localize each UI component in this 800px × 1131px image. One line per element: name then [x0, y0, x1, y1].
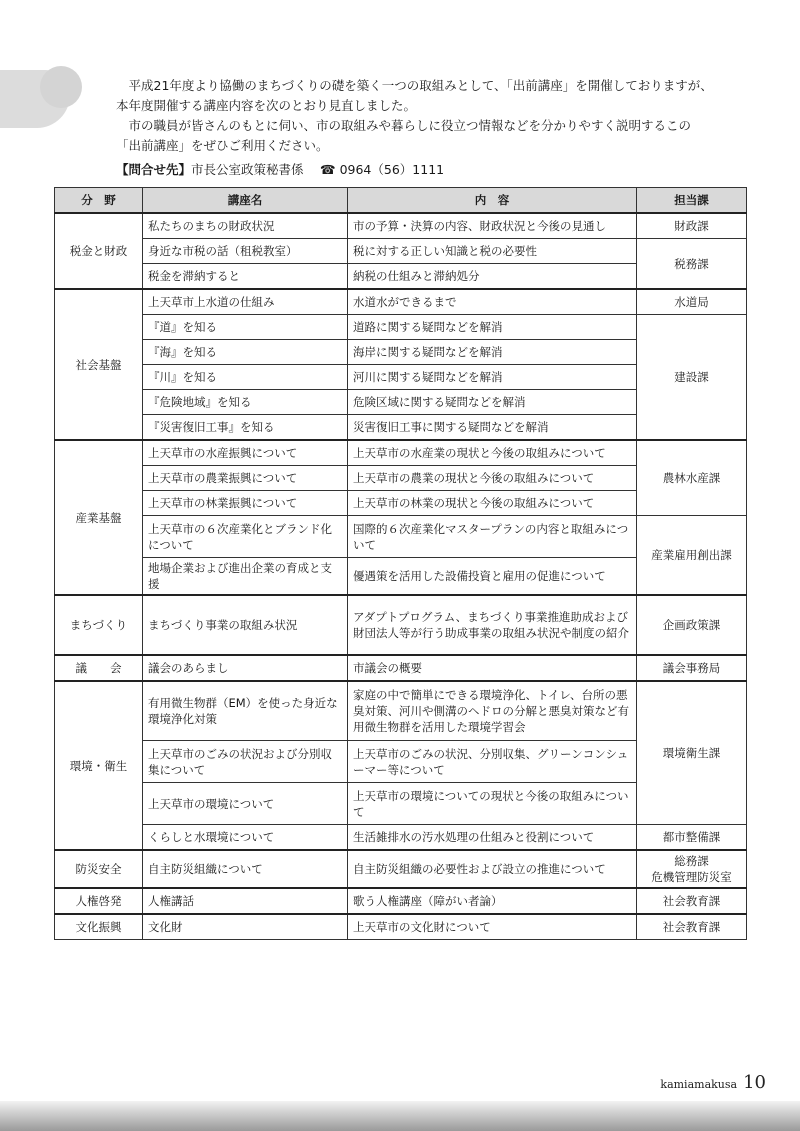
- table-row: [55, 681, 747, 741]
- cell-content: 災害復旧工事に関する疑問などを解消: [348, 415, 637, 441]
- cell-field: 人権啓発: [55, 888, 143, 914]
- cell-course: 上天草市の６次産業化とブランド化について: [143, 516, 348, 558]
- cell-course: 上天草市のごみの状況および分別収集について: [143, 741, 348, 783]
- cell-course: 文化財: [143, 914, 348, 940]
- cell-dept: 環境衛生課: [637, 681, 747, 825]
- table-header-row: [55, 188, 747, 214]
- contact-label: 【問合せ先】: [116, 162, 192, 177]
- cell-content: 上天草市の林業の現状と今後の取組みについて: [348, 491, 637, 516]
- cell-content: 歌う人権講座（障がい者論）: [348, 888, 637, 914]
- cell-course: 上天草市の水産振興について: [143, 440, 348, 466]
- cell-content: 上天草市の水産業の現状と今後の取組みについて: [348, 440, 637, 466]
- cell-field: 税金と財政: [55, 213, 143, 289]
- lecture-table: [54, 187, 747, 940]
- cell-course: 『川』を知る: [143, 365, 348, 390]
- table-row: [55, 315, 747, 340]
- cell-course: 『危険地域』を知る: [143, 390, 348, 415]
- cell-content: 河川に関する疑問などを解消: [348, 365, 637, 390]
- cell-content: 納税の仕組みと滞納処分: [348, 264, 637, 290]
- cell-content: 市の予算・決算の内容、財政状況と今後の見通し: [348, 213, 637, 239]
- cell-dept: 企画政策課: [637, 595, 747, 655]
- contact-phone: 0964（56）1111: [339, 162, 445, 177]
- table-row: [55, 440, 747, 466]
- cell-dept: 都市整備課: [637, 825, 747, 851]
- cell-content: 国際的６次産業化マスタープランの内容と取組みについて: [348, 516, 637, 558]
- cell-course: くらしと水環境について: [143, 825, 348, 851]
- cell-content: 上天草市の農業の現状と今後の取組みについて: [348, 466, 637, 491]
- cell-content: 生活雑排水の汚水処理の仕組みと役割について: [348, 825, 637, 851]
- phone-icon: ☎: [320, 162, 336, 177]
- cell-course: 『海』を知る: [143, 340, 348, 365]
- table-row: [55, 914, 747, 940]
- cell-content: 上天草市の文化財について: [348, 914, 637, 940]
- intro-paragraph-1: 平成21年度より協働のまちづくりの礎を築く一つの取組みとして、「出前講座」を開催しておりますが、本年度開催する講座内容を次のとおり見直しました。: [116, 78, 713, 113]
- cell-field: 防災安全: [55, 850, 143, 888]
- cell-field: まちづくり: [55, 595, 143, 655]
- brand-name: kamiamakusa: [660, 1078, 738, 1091]
- cell-content: 市議会の概要: [348, 655, 637, 681]
- cell-course: 自主防災組織について: [143, 850, 348, 888]
- cell-dept: 議会事務局: [637, 655, 747, 681]
- cell-content: 上天草市のごみの状況、分別収集、グリーンコンシューマー等について: [348, 741, 637, 783]
- cell-course: 上天草市の林業振興について: [143, 491, 348, 516]
- cell-content: 危険区域に関する疑問などを解消: [348, 390, 637, 415]
- cell-content: 上天草市の環境についての現状と今後の取組みについて: [348, 783, 637, 825]
- header-field: 分 野: [55, 188, 143, 214]
- cell-course: まちづくり事業の取組み状況: [143, 595, 348, 655]
- cell-course: 上天草市の農業振興について: [143, 466, 348, 491]
- cell-content: 海岸に関する疑問などを解消: [348, 340, 637, 365]
- cell-dept: 社会教育課: [637, 888, 747, 914]
- header-course: 講座名: [143, 188, 348, 214]
- cell-course: 税金を滞納すると: [143, 264, 348, 290]
- cell-course: 上天草市上水道の仕組み: [143, 289, 348, 315]
- table-row: [55, 289, 747, 315]
- cell-dept: 総務課 危機管理防災室: [637, 850, 747, 888]
- cell-course: 地場企業および進出企業の育成と支援: [143, 558, 348, 596]
- cell-content: 優遇策を活用した設備投資と雇用の促進について: [348, 558, 637, 596]
- table-row: [55, 239, 747, 264]
- contact-office: 市長公室政策秘書係: [191, 162, 304, 177]
- table-row: [55, 850, 747, 888]
- table-row: [55, 655, 747, 681]
- cell-dept: 水道局: [637, 289, 747, 315]
- cell-content: 道路に関する疑問などを解消: [348, 315, 637, 340]
- cell-content: 自主防災組織の必要性および設立の推進について: [348, 850, 637, 888]
- decorative-corner-circle: [40, 66, 82, 108]
- intro-text: [116, 76, 716, 180]
- footer-band: [0, 1101, 800, 1131]
- cell-field: 産業基盤: [55, 440, 143, 595]
- contact-info: [116, 160, 716, 180]
- header-dept: 担当課: [637, 188, 747, 214]
- page-number: 10: [743, 1072, 766, 1093]
- cell-field: 議 会: [55, 655, 143, 681]
- cell-dept: 税務課: [637, 239, 747, 290]
- table-row: [55, 595, 747, 655]
- intro-paragraph-2: 市の職員が皆さんのもとに伺い、市の取組みや暮らしに役立つ情報などを分かりやすく説明するこの「出前講座」をぜひご利用ください。: [116, 118, 692, 153]
- cell-dept: 建設課: [637, 315, 747, 441]
- cell-content: 税に対する正しい知識と税の必要性: [348, 239, 637, 264]
- cell-course: 上天草市の環境について: [143, 783, 348, 825]
- cell-dept: 社会教育課: [637, 914, 747, 940]
- table-row: [55, 825, 747, 851]
- cell-course: 議会のあらまし: [143, 655, 348, 681]
- cell-content: アダプトプログラム、まちづくり事業推進助成および財団法人等が行う助成事業の取組み状況や制度の紹介: [348, 595, 637, 655]
- header-content: 内 容: [348, 188, 637, 214]
- table-row: [55, 888, 747, 914]
- cell-course: 身近な市税の話（租税教室）: [143, 239, 348, 264]
- cell-course: 私たちのまちの財政状況: [143, 213, 348, 239]
- cell-content: 水道水ができるまで: [348, 289, 637, 315]
- table-row: [55, 516, 747, 558]
- cell-dept: 農林水産課: [637, 440, 747, 516]
- lecture-table-body: [55, 213, 747, 940]
- cell-dept: 産業雇用創出課: [637, 516, 747, 596]
- cell-field: 社会基盤: [55, 289, 143, 440]
- cell-course: 『災害復旧工事』を知る: [143, 415, 348, 441]
- cell-field: 文化振興: [55, 914, 143, 940]
- cell-course: 『道』を知る: [143, 315, 348, 340]
- cell-course: 有用微生物群（EM）を使った身近な環境浄化対策: [143, 681, 348, 741]
- cell-course: 人権講話: [143, 888, 348, 914]
- footer-brand: [660, 1072, 766, 1093]
- cell-dept: 財政課: [637, 213, 747, 239]
- cell-field: 環境・衛生: [55, 681, 143, 850]
- table-row: [55, 213, 747, 239]
- cell-content: 家庭の中で簡単にできる環境浄化、トイレ、台所の悪臭対策、河川や側溝のヘドロの分解と悪臭対策など有用微生物群を活用した環境学習会: [348, 681, 637, 741]
